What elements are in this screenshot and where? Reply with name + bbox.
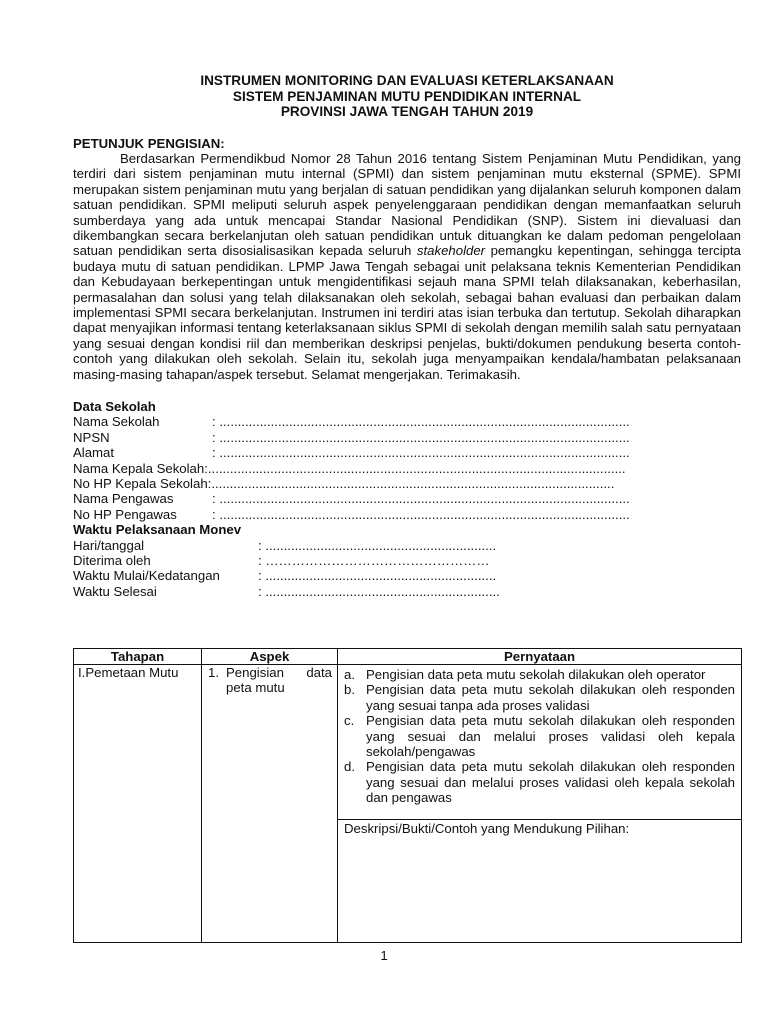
field-alamat[interactable] xyxy=(73,445,741,460)
field-blank[interactable]: : ................................................................................................................ xyxy=(212,445,630,461)
aspek-cell xyxy=(202,665,338,943)
field-diterima-oleh[interactable] xyxy=(73,553,741,568)
monev-heading: Waktu Pelaksanaan Monev xyxy=(73,522,242,538)
field-hp-pengawas[interactable] xyxy=(73,507,741,522)
statement-option-b[interactable] xyxy=(344,682,735,713)
field-hp-kepala-sekolah[interactable] xyxy=(73,476,741,491)
header-pernyataan: Pernyataan xyxy=(338,649,742,665)
page-number: 1 xyxy=(380,948,388,963)
option-text: Pengisian data peta mutu sekolah dilakukan oleh responden yang sesuai tanpa ada proses validasi xyxy=(366,682,735,713)
field-blank[interactable]: : …………………………………………… xyxy=(258,552,490,568)
tahapan-cell: I.Pemetaan Mutu xyxy=(74,665,202,943)
field-label: Nama Pengawas xyxy=(73,491,174,507)
statement-option-a[interactable] xyxy=(344,667,735,682)
table-header-row xyxy=(74,649,742,665)
field-label: Nama Kepala Sekolah: xyxy=(73,460,208,476)
school-data-fields xyxy=(73,414,741,522)
field-nama-pengawas[interactable] xyxy=(73,491,741,506)
statement-options xyxy=(344,667,735,806)
instructions-text-1: Berdasarkan Permendikbud Nomor 28 Tahun 2016 tentang Sistem Penjaminan Mutu Pendidikan, yang terdiri dari sistem penjaminan mutu internal (SPMI) dan sistem penjaminan mutu eksternal (SPME). SPMI merupakan sistem penjaminan mutu yang berjalan di satuan pendidikan yang dijalankan seluruh komponen dalam satuan pendidikan. SPMI meliputi seluruh aspek penyelenggaraan pendidikan dengan memanfaatkan seluruh sumberdaya yang ada untuk mencapai Standar Nasional Pendidikan (SNP). Sistem ini dievaluasi dan dikembangkan secara berkelanjutan oleh satuan pendidikan untuk dituangkan ke dalam pedoman pengelolaan satuan pendidikan serta disosialisasikan kepada seluruh xyxy=(73,150,741,259)
school-data-heading: Data Sekolah xyxy=(73,399,156,414)
field-blank[interactable]: .................................................................................................................. xyxy=(207,460,626,476)
table-row xyxy=(74,665,742,820)
title-line-3: PROVINSI JAWA TENGAH TAHUN 2019 xyxy=(280,104,534,119)
field-blank[interactable]: : ............................................................... xyxy=(258,568,497,584)
field-blank[interactable]: .............................................................................................................. xyxy=(211,475,615,491)
option-letter: a. xyxy=(344,667,355,682)
field-label: No HP Pengawas xyxy=(73,506,177,522)
field-label: Waktu Selesai xyxy=(73,583,157,599)
aspek-text: Pengisian data peta mutu xyxy=(226,665,332,696)
instructions-text-2: pemangku kepentingan, sehingga tercipta budaya mutu di satuan pendidikan. LPMP Jawa Tengah sebagai unit pelaksana teknis Kementerian Pendidikan dan Kebudayaan berkepentingan untuk mengidentifikasi sejauh mana SPMI telah dilaksanakan, keberhasilan, permasalahan dan solusi yang telah dilaksanakan oleh sekolah, sebagai bahan evaluasi dan perbaikan dalam implementasi SPMI secara berkelanjutan. Instrumen ini terdiri atas isian terbuka dan tertutup. Sekolah diharapkan dapat menyajikan informasi tentang keterlaksanaan siklus SPMI di sekolah dengan memilih salah satu pernyataan yang sesuai dengan kondisi riil dan memberikan deskripsi penjelas, bukti/dokumen pendukung beserta contoh-contoh yang dilakukan oleh sekolah. Selain itu, sekolah juga menyampaikan kendala/hambatan pelaksanaan masing-masing tahapan/aspek tersebut. Selamat mengerjakan. Terimakasih. xyxy=(73,243,741,382)
field-label: Hari/tanggal xyxy=(73,537,145,553)
field-blank[interactable]: : ................................................................................................................ xyxy=(212,491,630,507)
option-letter: b. xyxy=(344,682,355,698)
instructions-paragraph xyxy=(73,151,741,382)
header-aspek: Aspek xyxy=(202,649,338,665)
field-blank[interactable]: : ................................................................................................................ xyxy=(212,414,630,430)
field-blank[interactable]: : ................................................................................................................ xyxy=(212,506,630,522)
option-text: Pengisian data peta mutu sekolah dilakukan oleh operator xyxy=(366,667,706,682)
monev-table xyxy=(73,648,742,943)
description-cell[interactable] xyxy=(338,820,742,943)
pernyataan-cell xyxy=(338,665,742,820)
option-text: Pengisian data peta mutu sekolah dilakukan oleh responden yang sesuai dan melalui proses validasi oleh kepala sekolah/pengawas xyxy=(366,713,735,760)
field-label: NPSN xyxy=(73,429,110,445)
description-label: Deskripsi/Bukti/Contoh yang Mendukung Pilihan: xyxy=(344,821,630,836)
document-page xyxy=(73,73,741,599)
title-line-2: SISTEM PENJAMINAN MUTU PENDIDIKAN INTERNAL xyxy=(232,88,582,104)
statement-option-d[interactable] xyxy=(344,759,735,805)
instructions-heading: PETUNJUK PENGISIAN: xyxy=(73,135,225,151)
field-nama-kepala-sekolah[interactable] xyxy=(73,461,741,476)
option-letter: c. xyxy=(344,713,355,729)
title-line-1: INSTRUMEN MONITORING DAN EVALUASI KETERLAKSANAAN xyxy=(200,73,614,88)
field-label: Waktu Mulai/Kedatangan xyxy=(73,568,220,584)
aspek-number: 1. xyxy=(208,665,219,680)
option-letter: d. xyxy=(344,759,355,775)
monev-fields xyxy=(73,538,741,600)
header-tahapan: Tahapan xyxy=(74,649,202,665)
field-hari-tanggal[interactable] xyxy=(73,538,741,553)
field-label: Diterima oleh xyxy=(73,552,151,568)
field-blank[interactable]: : ................................................................ xyxy=(258,583,500,599)
field-waktu-mulai[interactable] xyxy=(73,568,741,583)
field-label: No HP Kepala Sekolah: xyxy=(73,475,212,491)
field-waktu-selesai[interactable] xyxy=(73,584,741,599)
document-title xyxy=(73,73,741,120)
field-blank[interactable]: : ................................................................................................................ xyxy=(212,429,630,445)
field-nama-sekolah[interactable] xyxy=(73,414,741,429)
field-blank[interactable]: : ............................................................... xyxy=(258,537,497,553)
field-label: Nama Sekolah xyxy=(73,414,160,430)
field-label: Alamat xyxy=(73,445,115,461)
instructions-italic-term: stakeholder xyxy=(416,243,486,259)
statement-option-c[interactable] xyxy=(344,713,735,759)
field-npsn[interactable] xyxy=(73,430,741,445)
option-text: Pengisian data peta mutu sekolah dilakukan oleh responden yang sesuai dan melalui proses validasi oleh kepala sekolah dan pengawas xyxy=(366,759,735,806)
